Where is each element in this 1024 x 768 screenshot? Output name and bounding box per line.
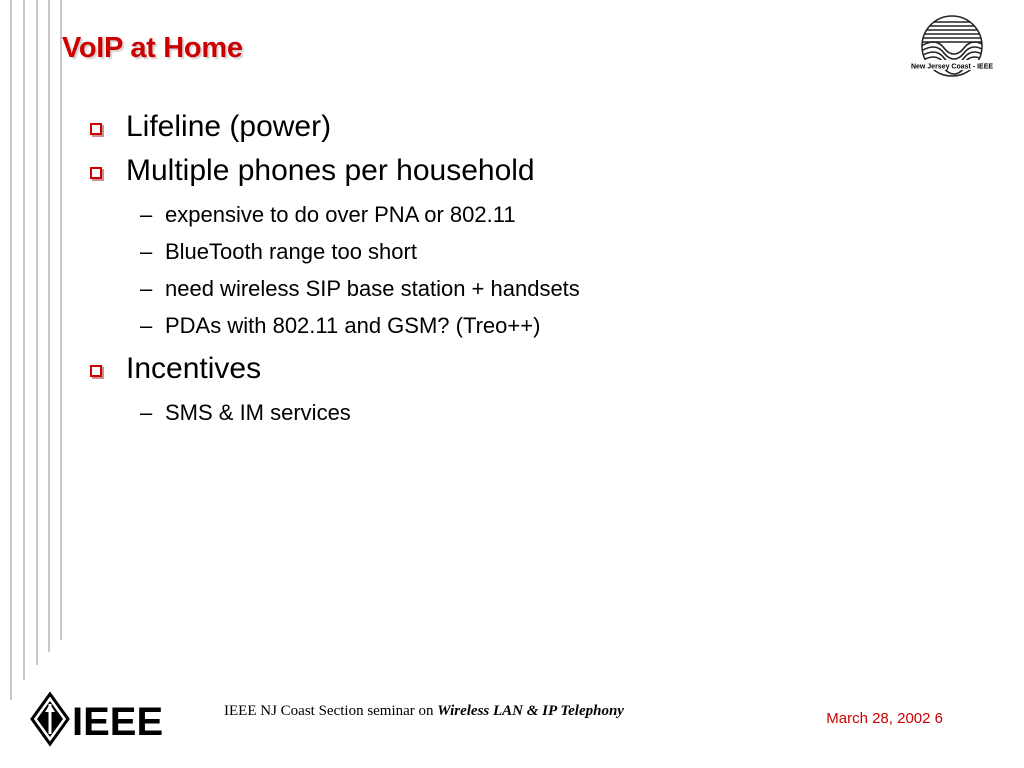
sub-bullet-text: PDAs with 802.11 and GSM? (Treo++) (165, 313, 541, 338)
footer-emphasis: Wireless LAN & IP Telephony (437, 703, 624, 719)
hollow-square-icon (90, 167, 102, 179)
dash-icon: – (140, 313, 153, 338)
hollow-square-icon (90, 123, 102, 135)
footer-prefix: IEEE NJ Coast Section seminar on (224, 703, 438, 719)
ieee-logo (28, 690, 164, 748)
decor-line (23, 0, 25, 680)
sub-bullet-item (90, 233, 910, 270)
bullet-text: Lifeline (power) (126, 110, 332, 143)
decor-line (60, 0, 62, 640)
sub-bullet-text: expensive to do over PNA or 802.11 (165, 202, 516, 227)
sub-bullet-item (90, 196, 910, 233)
dash-icon: – (140, 239, 153, 264)
logo-caption: New Jersey Coast - IEEE (910, 63, 994, 71)
ieee-wordmark: IEEE (72, 700, 164, 744)
bullet-item (90, 350, 910, 394)
sub-bullet-text: BlueTooth range too short (165, 239, 417, 264)
bullet-list (90, 108, 910, 431)
dash-icon: – (140, 400, 153, 425)
bullet-text: Multiple phones per household (126, 154, 535, 187)
nj-coast-logo (898, 14, 1006, 84)
dash-icon: – (140, 202, 153, 227)
bullet-text: Incentives (126, 352, 262, 385)
bullet-item (90, 152, 910, 196)
sub-bullet-item (90, 307, 910, 344)
sub-bullet-text: need wireless SIP base station + handsets (165, 276, 580, 301)
hollow-square-icon (90, 365, 102, 377)
decor-line (36, 0, 38, 665)
bullet-item (90, 108, 910, 152)
decor-line (10, 0, 12, 700)
sub-bullet-text: SMS & IM services (165, 400, 351, 425)
footer-date-page: March 28, 2002 6 (826, 710, 943, 727)
slide-title: VoIP at Home (62, 32, 243, 64)
dash-icon: – (140, 276, 153, 301)
decor-line (48, 0, 50, 652)
sub-bullet-item (90, 394, 910, 431)
sub-bullet-item (90, 270, 910, 307)
footer-text (224, 703, 624, 720)
